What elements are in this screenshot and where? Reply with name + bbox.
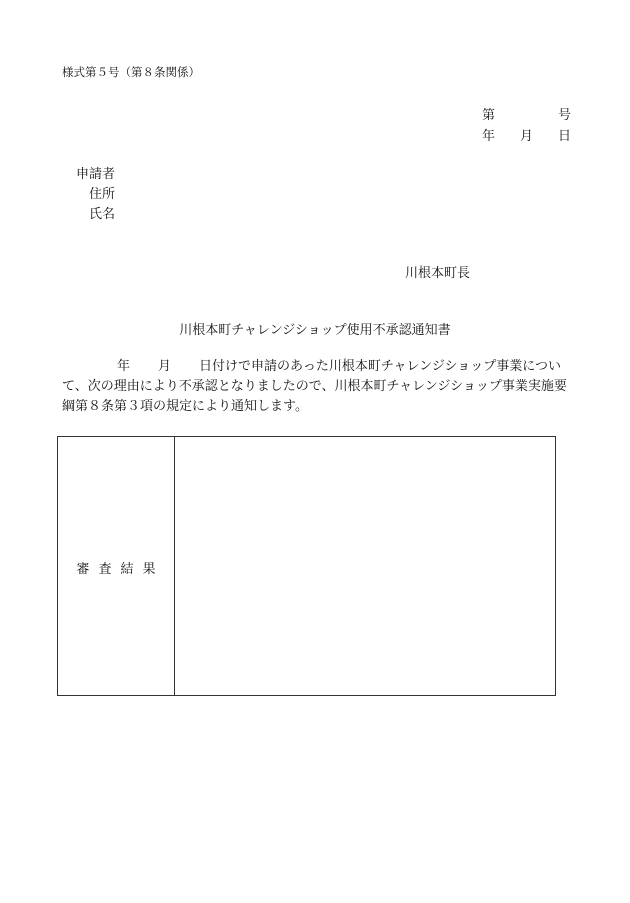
document-title: 川根本町チャレンジショップ使用不承認通知書 (179, 323, 451, 338)
review-result-field[interactable] (175, 437, 555, 695)
issuer-name: 川根本町長 (405, 266, 471, 281)
applicant-label: 申請者 (76, 167, 116, 182)
body-text: 日付けで申請のあった川根本町チャレンジショップ事業について、次の理由により不承認となりましたので、川根本町チャレンジショップ事業実施要綱第８条第３項の規定により通知します。 (62, 359, 567, 414)
date-year-label: 年 (482, 129, 496, 144)
review-result-table (57, 436, 556, 696)
body-paragraph (62, 357, 572, 417)
date-day-label: 日 (558, 129, 572, 144)
address-label: 住所 (89, 187, 116, 202)
name-label: 氏名 (89, 207, 116, 222)
body-year-label: 年 (117, 359, 131, 374)
review-result-label: 審査結果 (76, 562, 165, 577)
body-month-label: 月 (158, 359, 172, 374)
form-number: 様式第５号（第８条関係） (62, 65, 200, 79)
doc-number-suffix: 号 (558, 108, 572, 123)
doc-number-prefix: 第 (482, 108, 496, 123)
date-month-label: 月 (520, 129, 534, 144)
